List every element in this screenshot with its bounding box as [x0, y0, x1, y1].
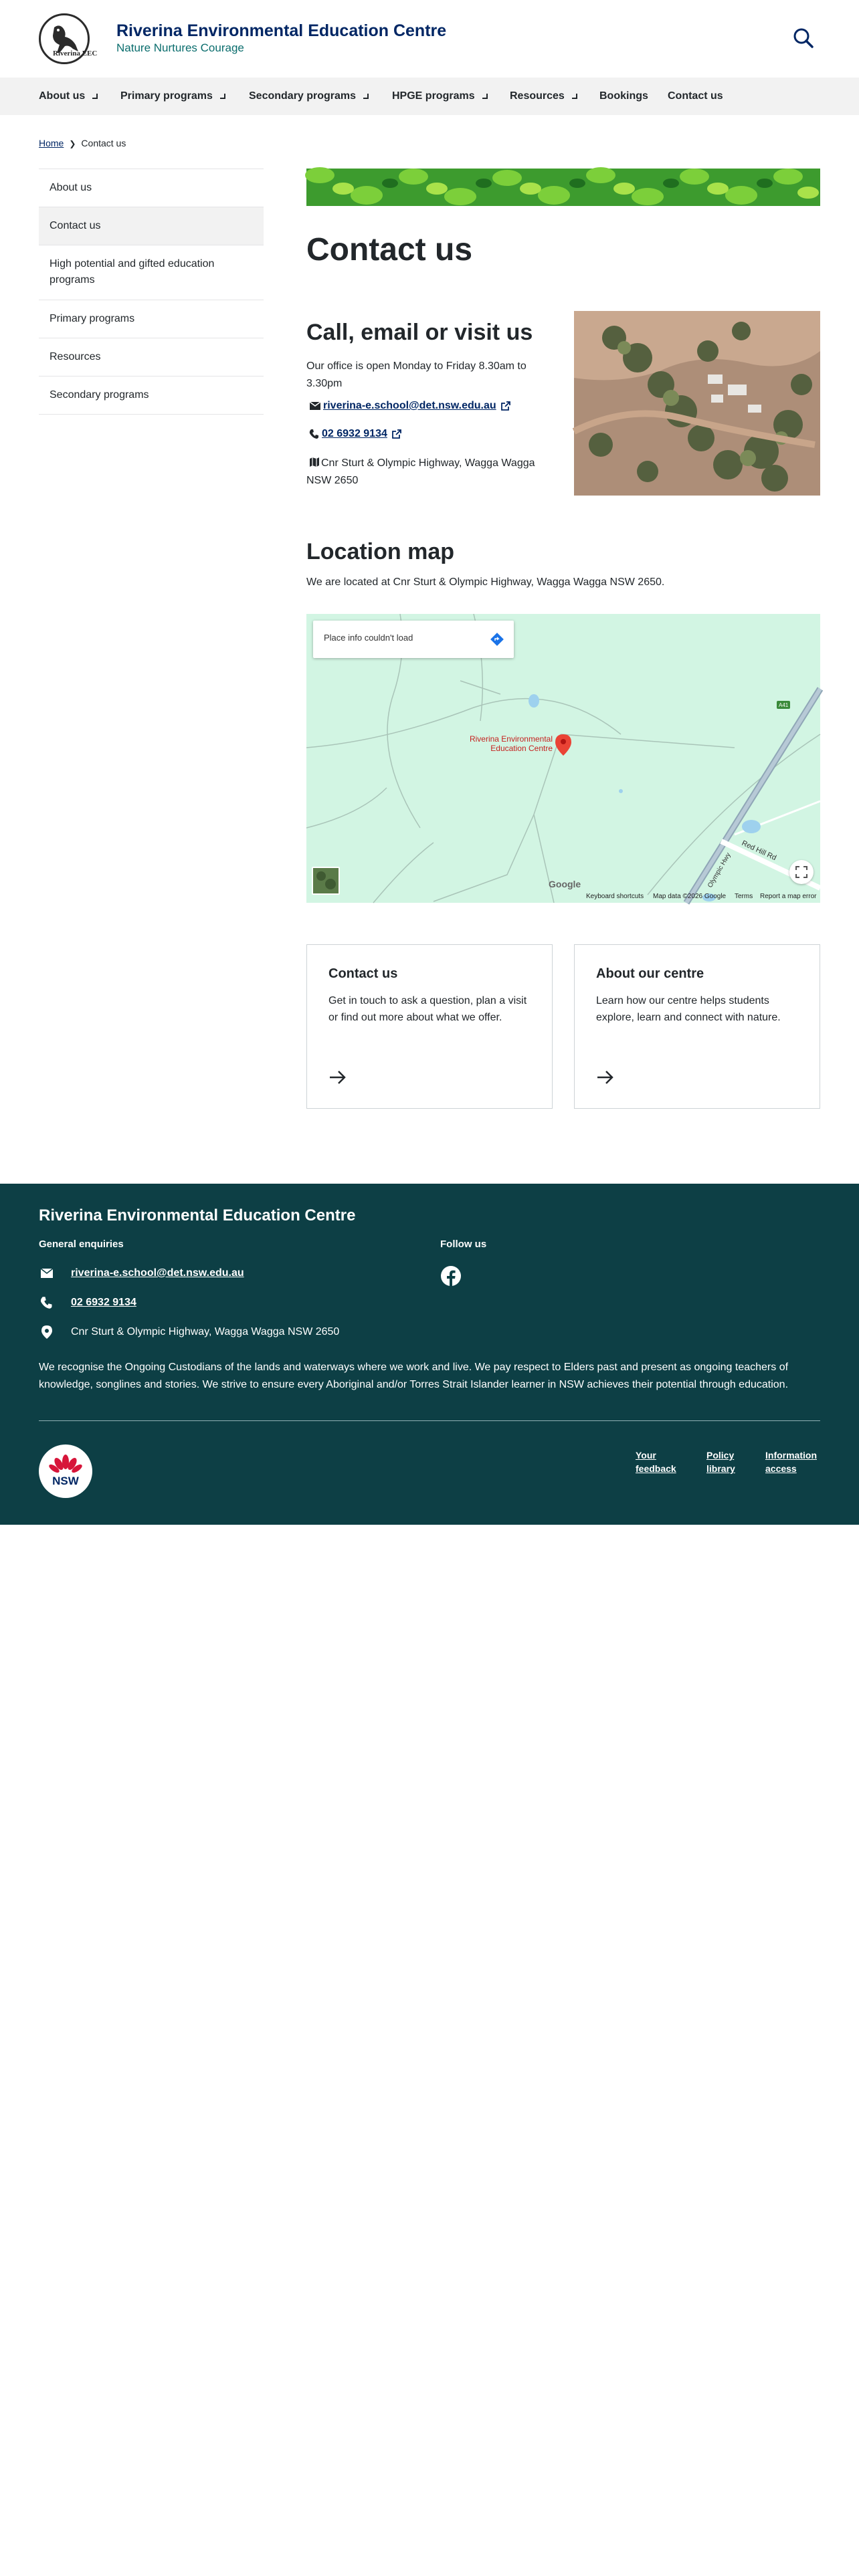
location-map-title: Location map	[306, 539, 455, 564]
footer-phone-row	[39, 1295, 136, 1311]
nsw-logo-text: NSW	[52, 1475, 79, 1487]
highway-shield: A41	[779, 702, 789, 708]
nav-about-us[interactable]	[39, 78, 98, 115]
footer-address-row	[39, 1324, 339, 1340]
nav-label: HPGE programs	[392, 90, 475, 102]
nav-primary-programs[interactable]	[120, 78, 226, 115]
contact-us-card[interactable]	[306, 944, 553, 1109]
card-text: Learn how our centre helps students explore, learn and connect with nature.	[596, 995, 781, 1023]
card-text: Get in touch to ask a question, plan a visit or find out more about what we offer.	[328, 995, 527, 1023]
site-tagline: Nature Nurtures Courage	[116, 41, 244, 54]
sidebar-item-contact-us[interactable]: Contact us	[39, 207, 264, 245]
facebook-link[interactable]	[440, 1265, 462, 1287]
riverina-eec-logo[interactable]	[39, 13, 98, 64]
map-icon	[309, 457, 320, 467]
sidebar-item-primary-programs[interactable]: Primary programs	[39, 300, 264, 338]
kangaroo-logo-icon	[41, 15, 98, 66]
nav-label: Secondary programs	[249, 90, 357, 102]
chevron-right-icon: ❯	[69, 139, 76, 148]
breadcrumb-current: Contact us	[81, 138, 126, 148]
red-hill-rd-label: Red Hill Rd	[740, 839, 778, 863]
footer-title: Riverina Environmental Education Centre	[39, 1206, 356, 1224]
external-link-icon	[391, 429, 402, 439]
corner-arrow-icon	[92, 93, 98, 100]
nav-contact-us[interactable]: Contact us	[668, 90, 723, 102]
phone-icon	[309, 429, 320, 439]
arrow-right-icon	[328, 1069, 347, 1085]
corner-arrow-icon	[482, 93, 488, 100]
information-access-link[interactable]: Information access	[765, 1450, 817, 1474]
map-data-attribution: Map data ©2026 Google	[653, 893, 727, 900]
sidebar-divider	[39, 414, 264, 415]
fullscreen-button[interactable]	[789, 860, 814, 884]
phone-row	[309, 428, 402, 440]
footer-email-row	[39, 1265, 244, 1281]
site-header	[0, 0, 859, 78]
arrow-right-icon	[596, 1069, 615, 1085]
about-our-centre-card[interactable]	[574, 944, 820, 1109]
place-info-popup	[313, 621, 514, 658]
card-title: About our centre	[596, 966, 704, 981]
your-feedback-link[interactable]: Your feedback	[636, 1450, 676, 1474]
policy-library-link[interactable]: Policy library	[706, 1450, 735, 1474]
corner-arrow-icon	[219, 93, 226, 100]
facebook-icon	[440, 1265, 462, 1287]
external-link-icon	[500, 401, 511, 411]
main-navigation	[0, 78, 859, 115]
visit-section-title: Call, email or visit us	[306, 320, 533, 345]
location-map-text: We are located at Cnr Sturt & Olympic Highway, Wagga Wagga NSW 2650.	[306, 576, 665, 588]
logo-riverina-text: Riverina EEC	[53, 49, 98, 58]
map-pin-label: Riverina Environmental Education Centre	[469, 734, 553, 753]
email-link[interactable]: riverina-e.school@det.nsw.edu.au	[323, 400, 496, 411]
map-pin-icon[interactable]	[555, 734, 571, 756]
email-row	[309, 400, 511, 412]
sidebar-nav	[39, 169, 264, 415]
phone-link[interactable]: 02 6932 9134	[322, 428, 387, 439]
aerial-photo-image	[574, 311, 820, 496]
sidebar-item-about-us[interactable]: About us	[39, 169, 264, 207]
nsw-government-logo[interactable]	[39, 1444, 92, 1498]
address-text: Cnr Sturt & Olympic Highway, Wagga Wagga NSW 2650	[306, 457, 535, 486]
search-icon	[789, 24, 819, 53]
breadcrumb	[39, 138, 126, 148]
follow-us-heading: Follow us	[440, 1239, 487, 1250]
sidebar-item-secondary-programs[interactable]: Secondary programs	[39, 376, 264, 414]
card-title: Contact us	[328, 966, 398, 981]
leaves-pattern-icon	[306, 169, 820, 206]
report-map-error-link[interactable]: Report a map error	[760, 893, 817, 900]
general-enquiries-heading: General enquiries	[39, 1239, 124, 1250]
olympic-hwy-label: Olympic Hwy	[706, 851, 733, 889]
acknowledgement-of-country: We recognise the Ongoing Custodians of the lands and waterways where we work and live. We pay respect to Elders past and present as ongoing teachers of knowledge, songlines and stories. We strive to ensure every Aboriginal and/or Torres Strait Islander learner in NSW achieves their potential through education.	[39, 1362, 789, 1390]
nav-bookings[interactable]: Bookings	[599, 90, 648, 102]
search-button[interactable]	[789, 24, 819, 53]
footer-divider	[39, 1420, 820, 1421]
directions-icon[interactable]	[490, 632, 504, 647]
expand-icon	[789, 860, 814, 884]
mail-icon	[40, 1268, 54, 1279]
embedded-google-map[interactable]	[306, 614, 820, 903]
office-hours: Our office is open Monday to Friday 8.30am to 3.30pm	[306, 360, 527, 389]
terms-link[interactable]: Terms	[735, 893, 753, 900]
satellite-thumbnail-icon	[313, 868, 339, 893]
nav-resources[interactable]	[510, 78, 578, 115]
keyboard-shortcuts-link[interactable]: Keyboard shortcuts	[586, 893, 644, 900]
mail-icon	[309, 401, 321, 411]
sidebar-item-hpge-programs[interactable]: High potential and gifted education programs	[39, 245, 264, 300]
place-info-text: Place info couldn't load	[324, 633, 413, 643]
nav-hpge-programs[interactable]	[392, 78, 488, 115]
aerial-landscape-icon	[574, 311, 820, 496]
google-logo: Google	[549, 879, 581, 889]
waratah-icon	[39, 1444, 92, 1498]
phone-icon	[40, 1296, 54, 1309]
page-title: Contact us	[306, 232, 473, 267]
location-pin-icon	[41, 1325, 53, 1339]
nav-label: About us	[39, 90, 86, 102]
sidebar-item-resources[interactable]: Resources	[39, 338, 264, 376]
satellite-toggle[interactable]	[312, 867, 340, 895]
nav-label: Primary programs	[120, 90, 213, 102]
leaf-banner-image	[306, 169, 820, 206]
nav-label: Resources	[510, 90, 565, 102]
address-row	[306, 455, 561, 490]
footer-address: Cnr Sturt & Olympic Highway, Wagga Wagga NSW 2650	[71, 1326, 340, 1337]
nav-secondary-programs[interactable]	[249, 78, 369, 115]
breadcrumb-home-link[interactable]: Home	[39, 138, 64, 148]
corner-arrow-icon	[571, 93, 578, 100]
footer-email-link[interactable]: riverina-e.school@det.nsw.edu.au	[71, 1267, 244, 1279]
corner-arrow-icon	[363, 93, 369, 100]
site-footer	[0, 1184, 859, 1525]
footer-phone-link[interactable]: 02 6932 9134	[71, 1297, 136, 1308]
site-title[interactable]: Riverina Environmental Education Centre	[116, 21, 447, 40]
